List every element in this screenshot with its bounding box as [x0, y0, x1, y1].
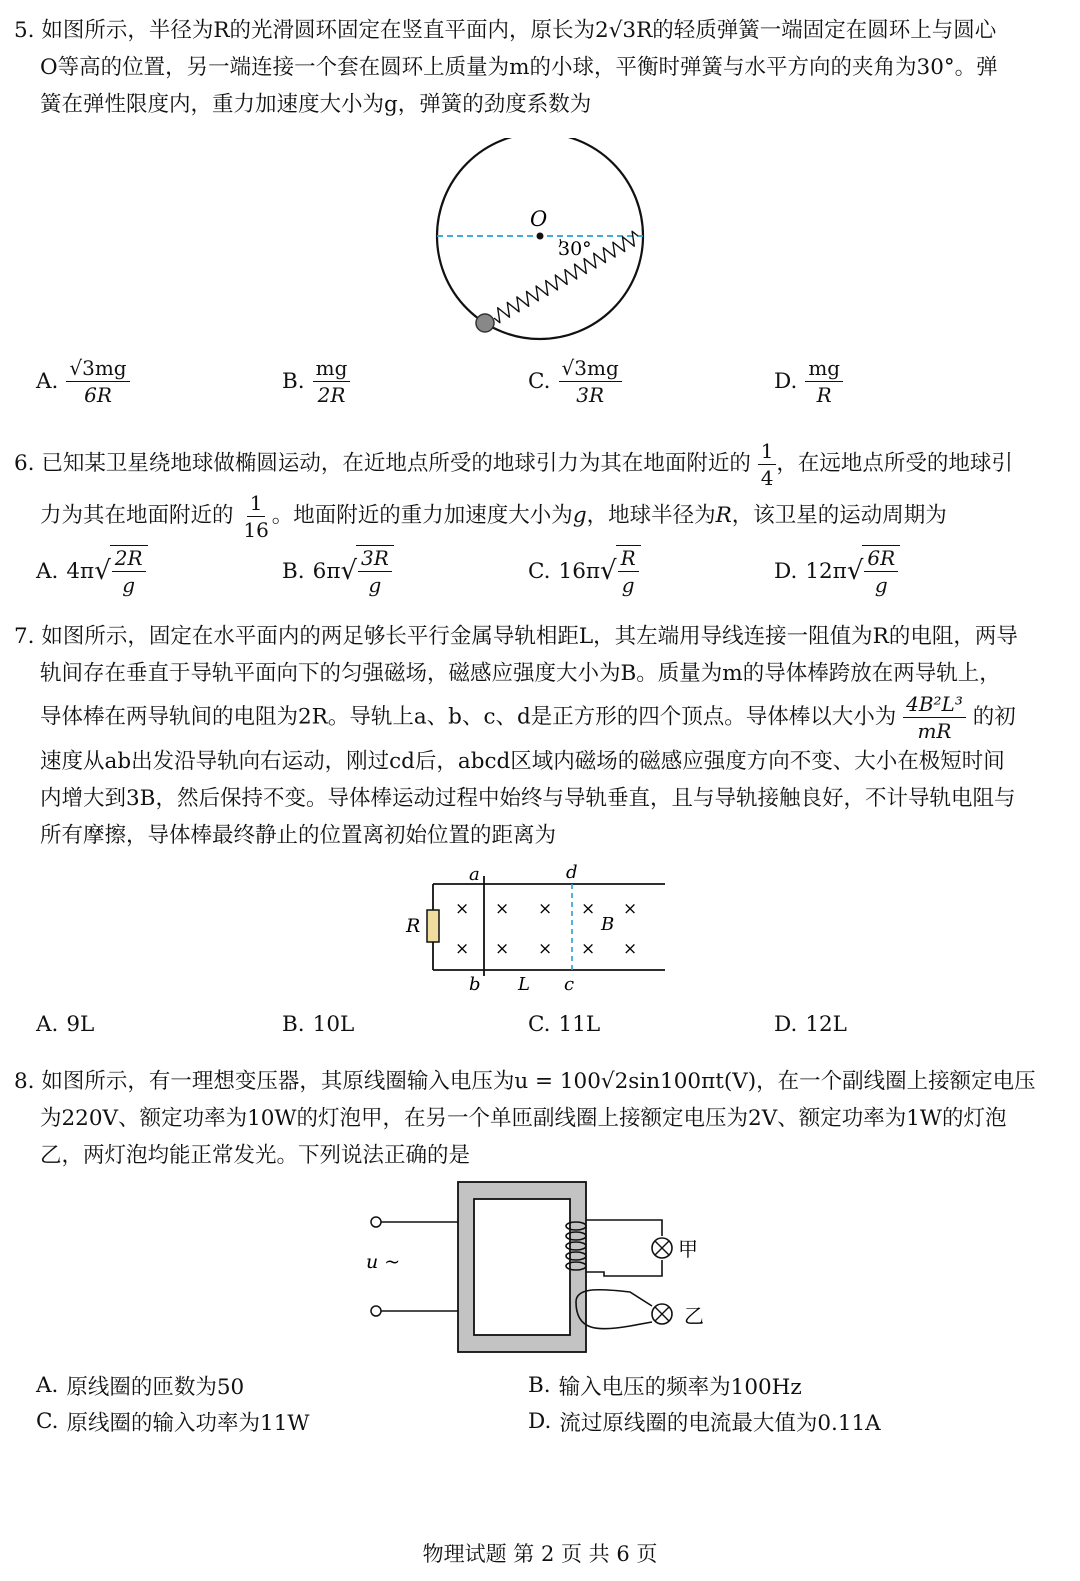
denominator: mR: [917, 719, 952, 743]
field-cross-mark: ×: [581, 939, 596, 959]
denominator: g: [874, 573, 888, 597]
field-cross-mark: ×: [455, 939, 470, 959]
figure-rails-magnetic-field: [400, 862, 670, 998]
coefficient: 12π: [805, 558, 847, 584]
sqrt: √ $\frac{3R}{g}$: [340, 545, 393, 597]
numerator: 1: [247, 491, 266, 517]
numerator: √3mg: [66, 356, 129, 382]
option-fraction: [559, 356, 622, 407]
option-label: B.: [282, 558, 305, 584]
lamp-1-label: 甲: [678, 1237, 698, 1261]
lamp1-wire: [586, 1220, 662, 1236]
option-label: C.: [36, 1409, 59, 1434]
question-5-options: [36, 356, 1076, 416]
stem-line: [14, 692, 1064, 743]
option-label: B.: [282, 1012, 305, 1037]
option-text: 10L: [312, 1012, 355, 1037]
coefficient: 6π: [312, 558, 341, 584]
question-5: [14, 12, 1064, 123]
stem-text: 的初: [972, 704, 1016, 730]
option-label: A.: [36, 369, 59, 394]
stem-line: 乙，两灯泡均能正常发光。下列说法正确的是: [40, 1143, 471, 1168]
option-5d[interactable]: [774, 356, 843, 407]
option-8b[interactable]: [528, 1370, 802, 1401]
option-text: 原线圈的匝数为50: [66, 1375, 245, 1400]
center-label: O: [530, 207, 548, 231]
option-7d[interactable]: [774, 1012, 847, 1037]
numerator: 2R: [112, 546, 146, 572]
denominator: 2R: [317, 383, 346, 407]
option-text: 11L: [558, 1012, 601, 1037]
question-5-stem: [14, 12, 1064, 123]
option-6a[interactable]: [36, 545, 148, 597]
option-6b[interactable]: [282, 545, 394, 597]
option-fraction: [805, 356, 843, 407]
option-label: D.: [528, 1409, 552, 1434]
single-turn-coil: [576, 1302, 652, 1329]
stem-line: O等高的位置，另一端连接一个套在圆环上质量为m的小球，平衡时弹簧与水平方向的夹角为30°。弹: [40, 55, 998, 80]
option-text: 9L: [66, 1012, 95, 1037]
denominator: 4: [760, 465, 774, 490]
question-6-stem: [14, 438, 1064, 542]
page-footer: 物理试题 第 2 页 共 6 页: [422, 1542, 658, 1566]
single-turn-coil: [576, 1290, 652, 1306]
stem-line: 速度从ab出发沿导轨向右运动，刚过cd后，abcd区域内磁场的磁感应强度方向不变、大小在极短时间: [40, 749, 1005, 774]
input-terminal: [371, 1217, 381, 1227]
numerator: mg: [313, 356, 351, 382]
option-8d[interactable]: [528, 1406, 881, 1437]
option-label: D.: [774, 369, 798, 394]
option-8a[interactable]: [36, 1370, 244, 1401]
stem-line: 轨间存在垂直于导轨平面向下的匀强磁场，磁感应强度大小为B。质量为m的导体棒跨放在两导轨上，: [40, 661, 1001, 686]
option-text: 流过原线圈的电流最大值为0.11A: [559, 1411, 881, 1436]
resistor-label: R: [406, 915, 421, 937]
field-cross-mark: ×: [538, 939, 553, 959]
resistor: [427, 910, 439, 942]
field-cross-mark: ×: [495, 899, 510, 919]
stem-line: 5. 如图所示，半径为R的光滑圆环固定在竖直平面内，原长为2√3R的轻质弹簧一端固定在圆环上与圆心: [14, 18, 997, 43]
option-label: A.: [36, 1012, 59, 1037]
option-label: A.: [36, 1373, 59, 1398]
option-label: C.: [528, 1012, 551, 1037]
option-label: D.: [774, 558, 798, 584]
numerator: 4B²L³: [903, 692, 966, 718]
question-8-stem: [14, 1063, 1064, 1174]
question-6-options: [36, 545, 1076, 605]
option-label: D.: [774, 1012, 798, 1037]
option-label: B.: [528, 1373, 551, 1398]
option-6d[interactable]: [774, 545, 900, 597]
lamp1-wire: [586, 1260, 662, 1276]
option-label: C.: [528, 369, 551, 394]
sqrt: √ $\frac{2R}{g}$: [94, 545, 147, 597]
denominator: 16: [243, 517, 269, 542]
fraction-quarter: [758, 439, 777, 490]
ball: [476, 314, 494, 332]
option-7a[interactable]: [36, 1012, 94, 1037]
field-cross-mark: ×: [623, 939, 638, 959]
stem-line: 所有摩擦，导体棒最终静止的位置离初始位置的距离为: [40, 823, 557, 848]
denominator: g: [368, 573, 382, 597]
option-text: 输入电压的频率为100Hz: [558, 1375, 802, 1400]
field-cross-mark: ×: [495, 939, 510, 959]
stem-line: 6. 已知某卫星绕地球做椭圆运动，在近地点所受的地球引力为其在地面附近的 $\frac{1}{4}$ ，在远地点所受的地球引: [14, 438, 1013, 490]
center-point: [537, 233, 544, 240]
stem-line: 内增大到3B，然后保持不变。导体棒运动过程中始终与导轨垂直，且与导轨接触良好，不计导轨电阻与: [40, 786, 1016, 811]
input-terminal: [371, 1306, 381, 1316]
denominator: g: [621, 573, 635, 597]
figure-ring-spring: [420, 138, 660, 348]
option-fraction: [313, 356, 351, 407]
numerator: mg: [805, 356, 843, 382]
lamp-2-label: 乙: [684, 1304, 704, 1328]
coefficient: 4π: [66, 558, 95, 584]
coefficient: 16π: [558, 558, 601, 584]
denominator: R: [816, 383, 832, 407]
stem-line: 8. 如图所示，有一理想变压器，其原线圈输入电压为u = 100√2sin100πt(V)，在一个副线圈上接额定电压: [14, 1069, 1036, 1094]
sqrt: √ $\frac{6R}{g}$: [847, 545, 900, 597]
option-6c[interactable]: [528, 545, 641, 597]
source-label: u ~: [366, 1251, 401, 1273]
point-a-label: a: [469, 864, 480, 885]
question-7: [14, 618, 1064, 854]
option-label: A.: [36, 558, 59, 584]
option-label: B.: [282, 369, 305, 394]
sqrt: √ $\frac{R}{g}$: [600, 545, 641, 597]
angle-label: 30°: [558, 238, 592, 260]
speed-fraction: [903, 692, 966, 743]
denominator: g: [122, 573, 136, 597]
field-cross-mark: ×: [581, 899, 596, 919]
field-cross-mark: ×: [623, 899, 638, 919]
option-7b[interactable]: [282, 1012, 354, 1037]
figure-transformer: [360, 1180, 720, 1355]
denominator: 3R: [576, 383, 605, 407]
numerator: 3R: [358, 546, 392, 572]
numerator: √3mg: [559, 356, 622, 382]
question-7-options: [36, 1012, 1076, 1042]
option-text: 原线圈的输入功率为11W: [66, 1411, 310, 1436]
question-8: [14, 1063, 1064, 1174]
numerator: R: [618, 546, 639, 572]
denominator: 6R: [84, 383, 112, 407]
option-text: 12L: [805, 1012, 847, 1037]
field-B-label: B: [601, 914, 615, 935]
option-5b[interactable]: [282, 356, 350, 407]
option-label: C.: [528, 558, 551, 584]
question-6: [14, 438, 1064, 542]
point-d-label: d: [566, 862, 578, 883]
question-7-stem: [14, 618, 1064, 854]
stem-text: 导体棒在两导轨间的电阻为2R。导轨上a、b、c、d是正方形的四个顶点。导体棒以大小为: [40, 704, 897, 730]
option-5c[interactable]: [528, 356, 622, 407]
option-5a[interactable]: [36, 356, 130, 407]
option-8c[interactable]: [36, 1406, 310, 1437]
fraction-sixteenth: [240, 491, 271, 542]
option-7c[interactable]: [528, 1012, 600, 1037]
numerator: 6R: [864, 546, 898, 572]
transformer-window: [474, 1199, 570, 1335]
field-cross-mark: ×: [455, 899, 470, 919]
stem-line: 簧在弹性限度内，重力加速度大小为g，弹簧的劲度系数为: [40, 92, 592, 117]
point-c-label: c: [564, 974, 575, 995]
stem-line: 力为其在地面附近的 $\frac{1}{16}$ 。地面附近的重力加速度大小为g，地球半径为R，该卫星的运动周期为: [40, 490, 947, 542]
stem-line: 为220V、额定功率为10W的灯泡甲，在另一个单匝副线圈上接额定电压为2V、额定功率为1W的灯泡: [40, 1106, 1007, 1131]
option-fraction: [66, 356, 129, 407]
stem-line: 7. 如图所示，固定在水平面内的两足够长平行金属导轨相距L，其左端用导线连接一阻值为R的电阻，两导: [14, 624, 1018, 649]
question-8-options: [36, 1370, 1076, 1440]
numerator: 1: [758, 439, 777, 465]
point-b-label: b: [469, 974, 481, 995]
field-cross-mark: ×: [538, 899, 553, 919]
length-L-label: L: [518, 974, 530, 995]
